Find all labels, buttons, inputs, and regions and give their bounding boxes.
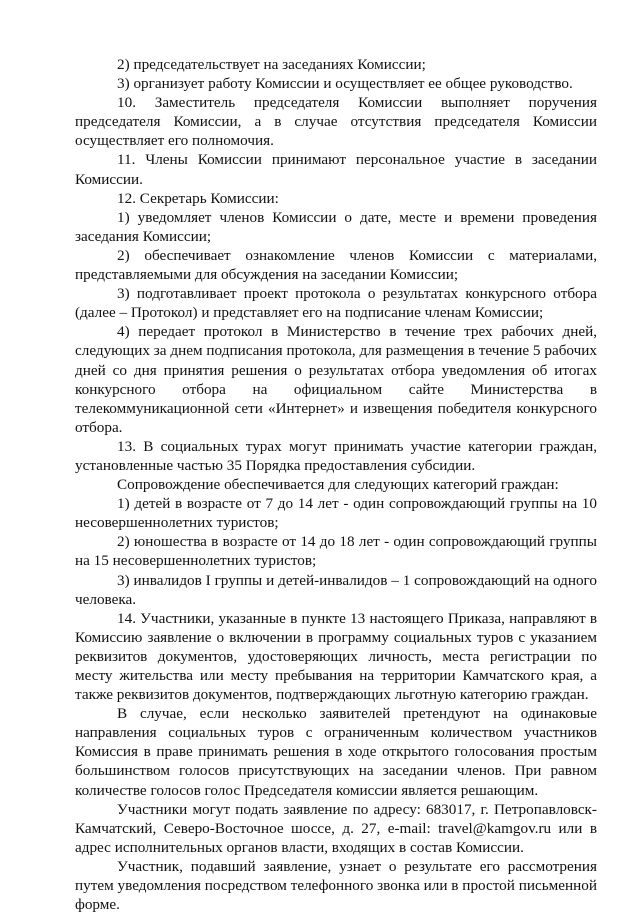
clause-11-members: 11. Члены Комиссии принимают персональное участие в заседании Комиссии. bbox=[75, 151, 597, 188]
clause-13-participants: 13. В социальных турах могут принимать участие категории граждан, установленные частью 35 Порядка предоставления субсидии. bbox=[75, 437, 597, 474]
escort-item-3: 3) инвалидов I группы и детей-инвалидов – 1 сопровождающий на одного человека. bbox=[75, 571, 597, 608]
voting-paragraph: В случае, если несколько заявителей претендуют на одинаковые направления социальных туров с ограниченным количеством участников Комиссия в праве принимать решения в ходе открытого голосования простым большинством голосов присутствующих на заседании членов. При равном количестве голосов голос Председателя комиссии является решающим. bbox=[75, 705, 597, 799]
item-2-chairs-meetings: 2) председательствует на заседаниях Комиссии; bbox=[117, 56, 426, 73]
secretary-item-2: 2) обеспечивает ознакомление членов Комиссии с материалами, представляемыми для обсуждения на заседании Комиссии; bbox=[75, 246, 597, 284]
address-paragraph: Участники могут подать заявление по адресу: 683017, г. Петропавловск-Камчатский, Северо-Восточное шоссе, д. 27, e-mail: travel@kamgov.ru или в адрес исполнительных органов власти, входящих в состав Комиссии. bbox=[75, 800, 597, 856]
escort-item-2: 2) юношества в возрасте от 14 до 18 лет - один сопровождающий группы на 15 несовершеннолетних туристов; bbox=[75, 533, 597, 570]
document-page bbox=[75, 55, 597, 914]
clause-14-applications: 14. Участники, указанные в пункте 13 настоящего Приказа, направляют в Комиссию заявление о включении в программу социальных туров с указанием реквизитов документов, удостоверяющих личность, места регистрации по месту жительства или месту пребывания на территории Камчатского края, а также реквизитов документов, подтверждающих льготную категорию граждан. bbox=[75, 609, 597, 704]
secretary-item-4: 4) передает протокол в Министерство в течение трех рабочих дней, следующих за днем подписания протокола, для размещения в течение 5 рабочих дней со дня принятия решения о результатах отбора уведомления об итогах конкурсного отбора на официальном сайте Министерства в телекоммуникационной сети «Интернет» и извещения победителя конкурсного отбора. bbox=[75, 323, 597, 436]
clause-12-secretary: 12. Секретарь Комиссии: bbox=[117, 189, 279, 207]
escort-item-1: 1) детей в возрасте от 7 до 14 лет - один сопровождающий группы на 10 несовершеннолетних туристов; bbox=[75, 495, 597, 532]
item-3-organizes-work: 3) организует работу Комиссии и осуществляет ее общее руководство. bbox=[117, 75, 573, 93]
secretary-item-3: 3) подготавливает проект протокола о результатах конкурсного отбора (далее – Протокол) и представляет его на подписание членам Комиссии; bbox=[75, 285, 597, 322]
notification-paragraph: Участник, подавший заявление, узнает о результате его рассмотрения путем уведомления посредством телефонного звонка или в простой письменной форме. bbox=[75, 857, 597, 914]
clause-10-deputy-chair: 10. Заместитель председателя Комиссии выполняет поручения председателя Комиссии, а в случае отсутствия председателя Комиссии осуществляет его полномочия. bbox=[75, 94, 597, 150]
secretary-item-1: 1) уведомляет членов Комиссии о дате, месте и времени проведения заседания Комиссии; bbox=[75, 208, 597, 245]
escort-intro: Сопровождение обеспечивается для следующих категорий граждан: bbox=[117, 476, 559, 494]
